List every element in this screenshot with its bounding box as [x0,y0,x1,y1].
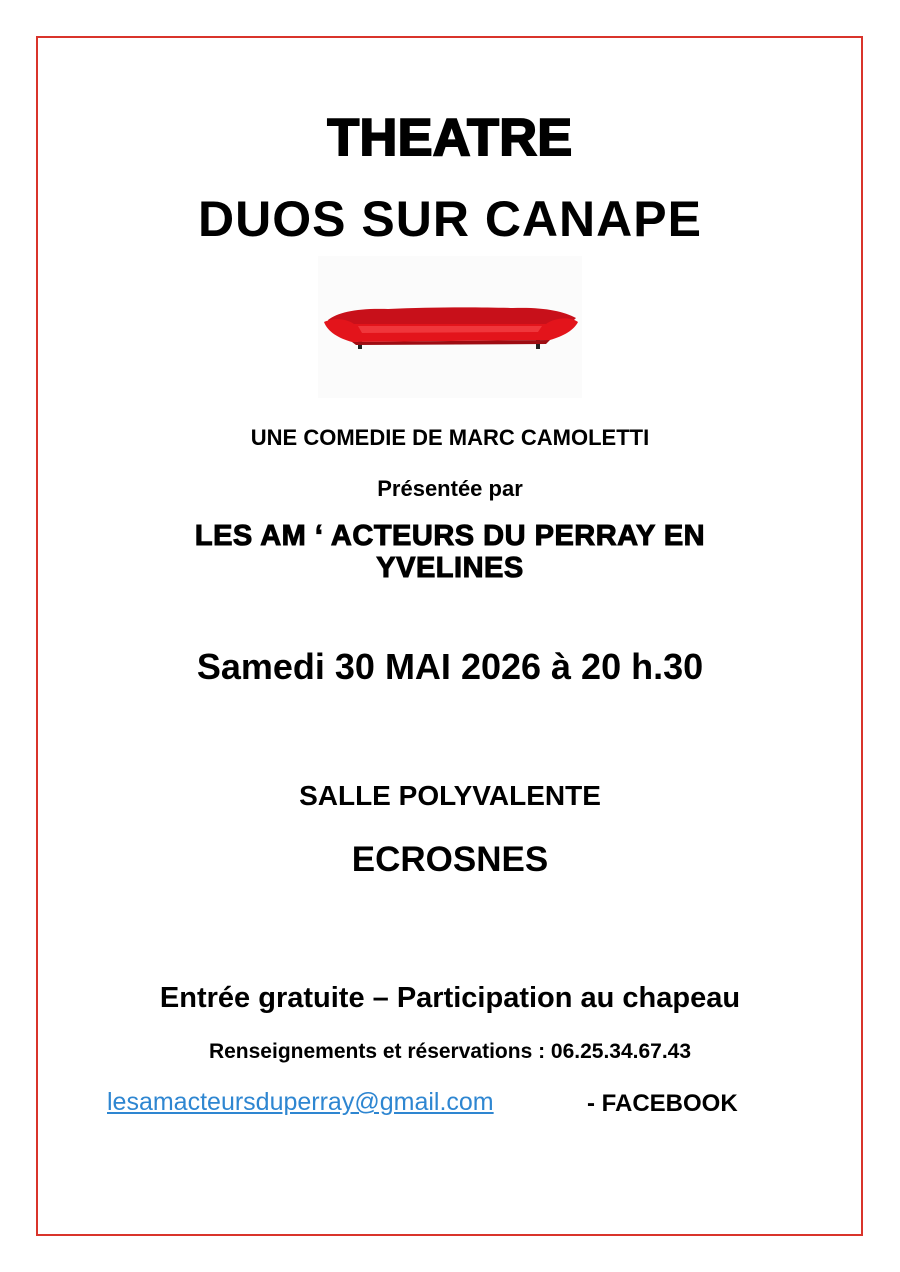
venue-name: SALLE POLYVALENTE [299,780,601,811]
red-sofa-icon [318,256,582,398]
facebook-label: - FACEBOOK [587,1090,738,1117]
reservation-info: Renseignements et réservations : 06.25.34.67.43 [208,1040,692,1063]
email-link[interactable]: lesamacteursduperray@gmail.com [107,1088,494,1116]
presented-by-label: Présentée par [377,476,523,501]
troupe-name [0,520,900,584]
venue-town: ECROSNES [351,840,549,879]
troupe-name-line1: LES AM ‘ ACTEURS DU PERRAY EN [194,520,706,552]
entry-info: Entrée gratuite – Participation au chapeau [159,982,741,1014]
poster-title: THEATRE [327,109,573,167]
play-title: DUOS SUR CANAPE [198,191,702,247]
author-line: UNE COMEDIE DE MARC CAMOLETTI [250,425,650,450]
troupe-name-line2: YVELINES [376,552,524,584]
event-date: Samedi 30 MAI 2026 à 20 h.30 [196,646,704,687]
